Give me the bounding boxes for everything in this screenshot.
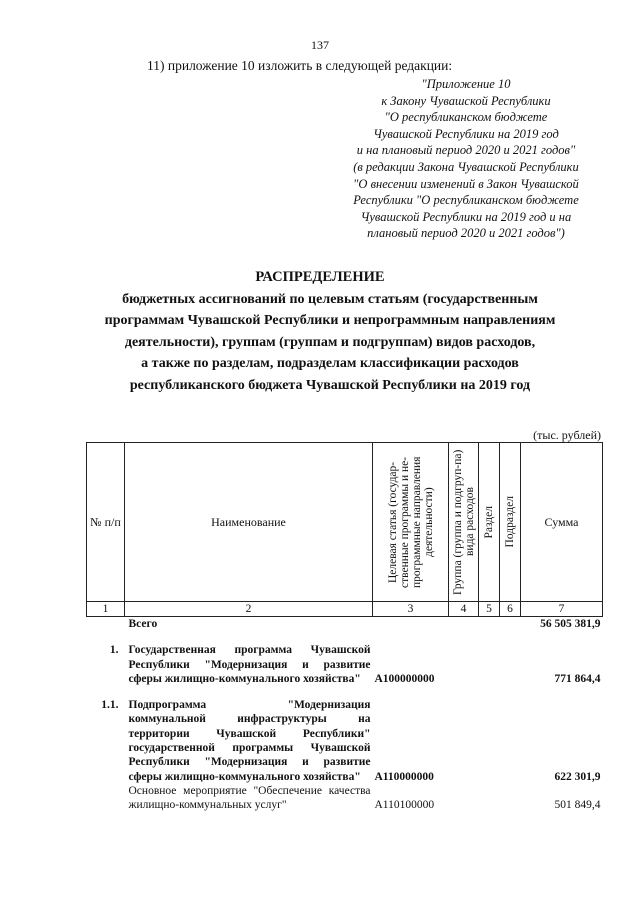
header-expense-group-text: Группа (группа и подгруп-па) вида расходов bbox=[451, 449, 476, 595]
appendix-reference bbox=[330, 76, 602, 242]
row-sum: 56 505 381,9 bbox=[540, 618, 601, 630]
row-sum: 501 849,4 bbox=[554, 799, 601, 812]
subtitle-line: бюджетных ассигнований по целевым статьям (государственным bbox=[122, 292, 538, 307]
row-index bbox=[87, 784, 125, 813]
appendix-line: Республики "О республиканском бюджете bbox=[353, 193, 579, 208]
column-number: 4 bbox=[449, 602, 479, 617]
header-number: № п/п bbox=[87, 443, 125, 602]
column-number: 3 bbox=[373, 602, 449, 617]
table-row bbox=[87, 631, 603, 686]
table-row bbox=[87, 784, 603, 813]
column-number: 5 bbox=[479, 602, 500, 617]
page-number: 137 bbox=[311, 38, 329, 52]
row-name: Всего bbox=[128, 618, 158, 630]
subtitle-line: деятельности), группам (группам и подгруппам) видов расходов, bbox=[124, 334, 536, 350]
column-number-row bbox=[87, 602, 603, 617]
row-sum: 622 301,9 bbox=[554, 770, 601, 783]
amendment-intro: 11) приложение 10 изложить в следующей редакции: bbox=[147, 58, 453, 73]
appendix-line: плановый период 2020 и 2021 годов") bbox=[367, 226, 565, 241]
column-number: 7 bbox=[521, 602, 603, 617]
row-code: A100000000 bbox=[374, 672, 435, 685]
row-name: Подпрограмма "Модернизация коммунальной инфраструктуры на территории Чувашской Республики" государственной программы Чувашской Республики "Модернизация и развитие сферы жилищно-коммунального хозяйства" bbox=[128, 699, 371, 783]
row-name: Основное мероприятие "Обеспечение качества жилищно-коммунальных услуг" bbox=[128, 784, 371, 812]
row-code bbox=[373, 617, 449, 632]
header-target-article-text: Целевая статья (государ-ственные программы и не-программные направления деятельности) bbox=[386, 456, 435, 588]
header-sum: Сумма bbox=[521, 443, 603, 602]
column-number: 6 bbox=[500, 602, 521, 617]
appendix-line: "О республиканском бюджете bbox=[384, 110, 548, 125]
row-index: 1.1. bbox=[101, 699, 119, 712]
appendix-line: "Приложение 10 bbox=[421, 77, 511, 91]
units-label: (тыс. рублей) bbox=[533, 428, 601, 442]
header-target-article bbox=[373, 443, 449, 602]
header-name: Наименование bbox=[125, 443, 373, 602]
header-subsection-text: Подраздел bbox=[504, 496, 516, 548]
table-row bbox=[87, 617, 603, 632]
row-code: A110000000 bbox=[374, 770, 434, 783]
row-code: A110100000 bbox=[374, 799, 435, 812]
header-subsection bbox=[500, 443, 521, 602]
header-section-text: Раздел bbox=[483, 505, 495, 539]
subtitle-line: программам Чувашской Республики и непрограммным направлениям bbox=[104, 313, 556, 329]
subtitle-line: а также по разделам, подразделам классификации расходов bbox=[141, 356, 519, 372]
table-header-row bbox=[87, 443, 603, 602]
header-section bbox=[479, 443, 500, 602]
appendix-line: к Закону Чувашской Республики bbox=[381, 93, 551, 108]
document-subtitle bbox=[40, 289, 620, 396]
row-sum: 771 864,4 bbox=[554, 672, 601, 685]
budget-table bbox=[86, 442, 603, 813]
row-index: 1. bbox=[109, 644, 119, 657]
row-index bbox=[87, 617, 125, 632]
header-expense-group bbox=[449, 443, 479, 602]
appendix-line: Чувашской Республики на 2019 год и на bbox=[360, 209, 572, 224]
appendix-line: "О внесении изменений в Закон Чувашской bbox=[353, 176, 579, 191]
table-row bbox=[87, 686, 603, 784]
column-number: 2 bbox=[125, 602, 373, 617]
appendix-line: и на плановый период 2020 и 2021 годов" bbox=[356, 143, 576, 158]
appendix-line: Чувашской Республики на 2019 год bbox=[373, 126, 559, 141]
column-number: 1 bbox=[87, 602, 125, 617]
subtitle-line: республиканского бюджета Чувашской Республики на 2019 год bbox=[129, 377, 531, 393]
document-title: РАСПРЕДЕЛЕНИЕ bbox=[255, 269, 385, 285]
appendix-line: (в редакции Закона Чувашской Республики bbox=[353, 159, 579, 174]
row-name: Государственная программа Чувашской Республики "Модернизация и развитие сферы жилищно-коммунального хозяйства" bbox=[128, 644, 371, 685]
